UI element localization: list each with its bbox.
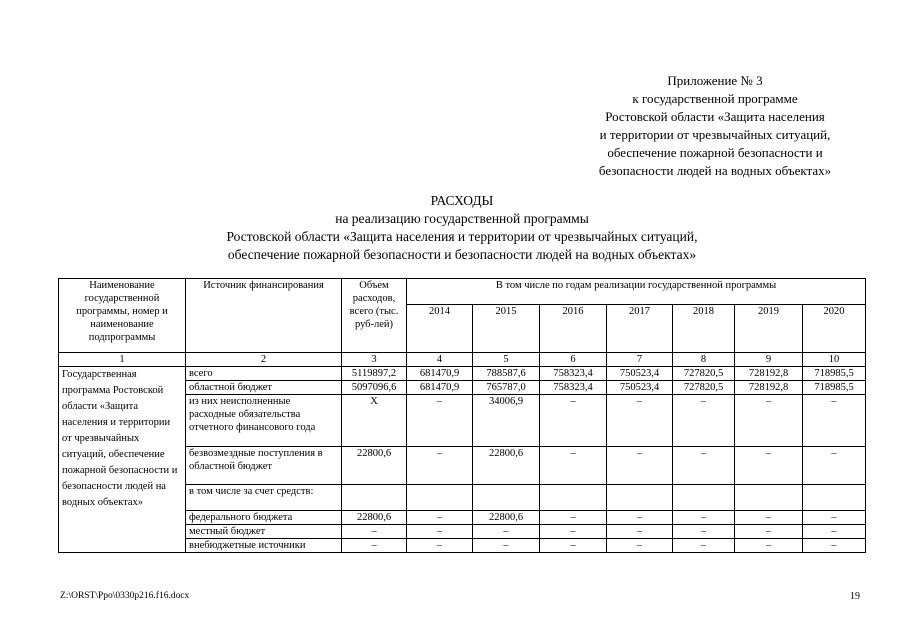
title-heading: РАСХОДЫ — [430, 193, 494, 208]
header-name: Наименование государственной программы, номер и наименование подпрограммы — [59, 279, 186, 353]
year-value-cell: – — [540, 395, 607, 447]
total-cell: – — [342, 539, 407, 553]
year-value-cell: – — [803, 395, 866, 447]
footer-file-path: Z:\ORST\Ppo\0330p216.f16.docx — [60, 591, 190, 601]
appendix-line: обеспечение пожарной безопасности и — [607, 145, 823, 160]
column-number: 4 — [407, 353, 473, 367]
year-value-cell: – — [673, 511, 735, 525]
appendix-line: Приложение № 3 — [667, 73, 763, 88]
header-volume: Объем расходов, всего (тыс. руб-лей) — [342, 279, 407, 353]
year-value-cell: – — [540, 447, 607, 485]
year-value-cell: 765787,0 — [473, 381, 540, 395]
header-source: Источник финансирования — [186, 279, 342, 353]
appendix-block — [560, 72, 870, 180]
year-value-cell — [540, 485, 607, 511]
year-value-cell: – — [607, 525, 673, 539]
year-value-cell: – — [673, 539, 735, 553]
header-year-2016: 2016 — [540, 305, 607, 353]
year-value-cell: 681470,9 — [407, 367, 473, 381]
column-number: 3 — [342, 353, 407, 367]
year-value-cell: – — [673, 525, 735, 539]
year-value-cell: 681470,9 — [407, 381, 473, 395]
year-value-cell: – — [407, 395, 473, 447]
title-line: на реализацию государственной программы — [335, 211, 589, 226]
year-value-cell: 727820,5 — [673, 367, 735, 381]
expenses-table — [58, 278, 866, 553]
source-cell: всего — [186, 367, 342, 381]
year-value-cell: 758323,4 — [540, 367, 607, 381]
year-value-cell: 788587,6 — [473, 367, 540, 381]
source-cell: местный бюджет — [186, 525, 342, 539]
source-cell: в том числе за счет средств: — [186, 485, 342, 511]
year-value-cell: 728192,8 — [735, 381, 803, 395]
year-value-cell: – — [803, 525, 866, 539]
year-value-cell: – — [407, 511, 473, 525]
appendix-line: и территории от чрезвычайных ситуаций, — [599, 127, 831, 142]
year-value-cell: – — [607, 395, 673, 447]
total-cell: Х — [342, 395, 407, 447]
year-value-cell: 728192,8 — [735, 367, 803, 381]
total-cell: – — [342, 525, 407, 539]
header-year-2018: 2018 — [673, 305, 735, 353]
appendix-line: безопасности людей на водных объектах» — [598, 163, 832, 178]
column-number: 10 — [803, 353, 866, 367]
header-years-group: В том числе по годам реализации государственной программы — [407, 279, 866, 305]
year-value-cell: 22800,6 — [473, 511, 540, 525]
total-cell: 5119897,2 — [342, 367, 407, 381]
header-year-2014: 2014 — [407, 305, 473, 353]
column-number: 5 — [473, 353, 540, 367]
year-value-cell: – — [803, 539, 866, 553]
year-value-cell — [735, 485, 803, 511]
appendix-line: Ростовской области «Защита населения — [605, 109, 825, 124]
year-value-cell: 718985,5 — [803, 367, 866, 381]
year-value-cell: – — [735, 447, 803, 485]
source-cell: федерального бюджета — [186, 511, 342, 525]
year-value-cell: – — [673, 395, 735, 447]
table-row — [59, 367, 866, 381]
year-value-cell: – — [473, 525, 540, 539]
year-value-cell: 727820,5 — [673, 381, 735, 395]
year-value-cell: 758323,4 — [540, 381, 607, 395]
year-value-cell: – — [607, 511, 673, 525]
title-line: обеспечение пожарной безопасности и безопасности людей на водных объектах» — [227, 247, 697, 262]
year-value-cell — [473, 485, 540, 511]
year-value-cell: – — [540, 525, 607, 539]
header-year-2015: 2015 — [473, 305, 540, 353]
source-cell: внебюджетные источники — [186, 539, 342, 553]
column-number: 7 — [607, 353, 673, 367]
year-value-cell: 22800,6 — [473, 447, 540, 485]
header-year-2017: 2017 — [607, 305, 673, 353]
column-number: 1 — [59, 353, 186, 367]
year-value-cell: 718985,5 — [803, 381, 866, 395]
year-value-cell — [407, 485, 473, 511]
total-cell — [342, 485, 407, 511]
year-value-cell — [607, 485, 673, 511]
year-value-cell: – — [735, 395, 803, 447]
year-value-cell — [673, 485, 735, 511]
year-value-cell: – — [607, 447, 673, 485]
year-value-cell: – — [407, 525, 473, 539]
year-value-cell: – — [803, 447, 866, 485]
header-year-2019: 2019 — [735, 305, 803, 353]
year-value-cell: – — [407, 539, 473, 553]
year-value-cell: – — [540, 539, 607, 553]
appendix-line: к государственной программе — [632, 91, 798, 106]
year-value-cell — [803, 485, 866, 511]
year-value-cell: – — [673, 447, 735, 485]
year-value-cell: – — [473, 539, 540, 553]
program-name-cell: Государственная программа Ростовской области «Защита населения и территории от чрезвычайных ситуаций, обеспечение пожарной безопасности и безопасности людей на водных объектах» — [59, 367, 186, 553]
column-number: 9 — [735, 353, 803, 367]
column-number: 8 — [673, 353, 735, 367]
year-value-cell: – — [735, 511, 803, 525]
total-cell: 22800,6 — [342, 511, 407, 525]
year-value-cell: – — [735, 525, 803, 539]
total-cell: 22800,6 — [342, 447, 407, 485]
year-value-cell: – — [607, 539, 673, 553]
year-value-cell: 34006,9 — [473, 395, 540, 447]
column-number: 2 — [186, 353, 342, 367]
total-cell: 5097096,6 — [342, 381, 407, 395]
year-value-cell: 750523,4 — [607, 367, 673, 381]
year-value-cell: – — [803, 511, 866, 525]
column-number: 6 — [540, 353, 607, 367]
source-cell: из них неисполненные расходные обязательства отчетного финансового года — [186, 395, 342, 447]
header-year-2020: 2020 — [803, 305, 866, 353]
title-line: Ростовской области «Защита населения и территории от чрезвычайных ситуаций, — [226, 229, 698, 244]
source-cell: безвозмездные поступления в областной бюджет — [186, 447, 342, 485]
year-value-cell: – — [735, 539, 803, 553]
source-cell: областной бюджет — [186, 381, 342, 395]
year-value-cell: – — [540, 511, 607, 525]
page-number: 19 — [850, 591, 860, 602]
year-value-cell: – — [407, 447, 473, 485]
year-value-cell: 750523,4 — [607, 381, 673, 395]
document-title — [160, 192, 764, 264]
